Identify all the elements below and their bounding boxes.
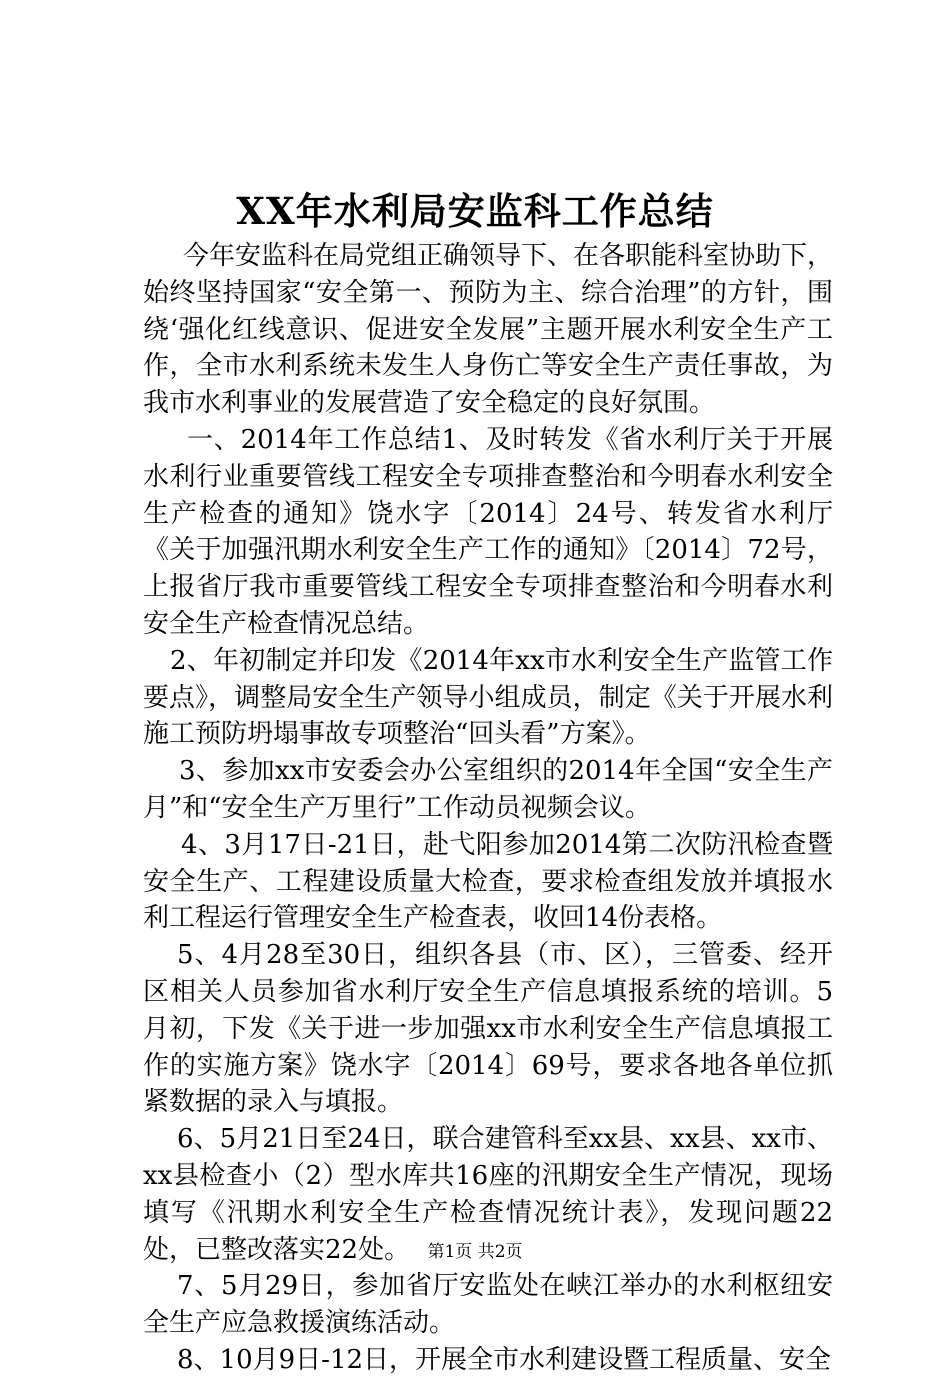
page-number-footer: 第1页 共2页 [427, 1242, 523, 1262]
paragraph-item-6: 6、5月21日至24日，联合建管科至xx县、xx县、xx市、xx县检查小（2）型水库共16座的汛期安全生产情况，现场填写《汛期水利安全生产检查情况统计表》，发现问题22处，已整改落实22处。 [143, 1124, 833, 1265]
paragraph-item-2: 2、年初制定并印发《2014年xx市水利安全生产监管工作要点》，调整局安全生产领导小组成员，制定《关于开展水利施工预防坍塌事故专项整治“回头看”方案》。 [143, 645, 833, 750]
paragraph-item-1: 一、2014年工作总结1、及时转发《省水利厅关于开展水利行业重要管线工程安全专项排查整治和今明春水利安全生产检查的通知》饶水字〔2014〕24号、转发省水利厅《关于加强汛期水利安全生产工作的通知》〔2014〕72号，上报省厅我市重要管线工程安全专项排查整治和今明春水利安全生产检查情况总结。 [143, 424, 833, 639]
paragraph-item-7: 7、5月29日，参加省厅安监处在峡江举办的水利枢纽安全生产应急救援演练活动。 [143, 1271, 833, 1339]
paragraph-item-5: 5、4月28至30日，组织各县（市、区），三管委、经开区相关人员参加省水利厅安全生产信息填报系统的培训。5月初，下发《关于进一步加强xx市水利安全生产信息填报工作的实施方案》饶水字〔2014〕69号，要求各地各单位抓紧数据的录入与填报。 [143, 940, 833, 1118]
paragraph-item-4: 4、3月17日-21日，赴弋阳参加2014第二次防汛检查暨安全生产、工程建设质量大检查，要求检查组发放并填报水利工程运行管理安全生产检查表，收回14份表格。 [143, 829, 833, 934]
document-title: XX年水利局安监科工作总结 [236, 189, 714, 233]
document-body [143, 238, 833, 1379]
paragraph-item-3: 3、参加xx市安委会办公室组织的2014年全国“安全生产月”和“安全生产万里行”工作动员视频会议。 [143, 756, 833, 823]
paragraph-item-8: 8、10月9日-12日，开展全市水利建设暨工程质量、安全 [177, 1344, 832, 1375]
paragraph-intro: 今年安监科在局党组正确领导下、在各职能科室协助下，始终坚持国家“安全第一、预防为主、综合治理”的方针，围绕‘强化红线意识、促进安全发展”主题开展水利安全生产工作，全市水利系统未发生人身伤亡等安全生产责任事故，为我市水利事业的发展营造了安全稳定的良好氛围。 [143, 241, 834, 419]
